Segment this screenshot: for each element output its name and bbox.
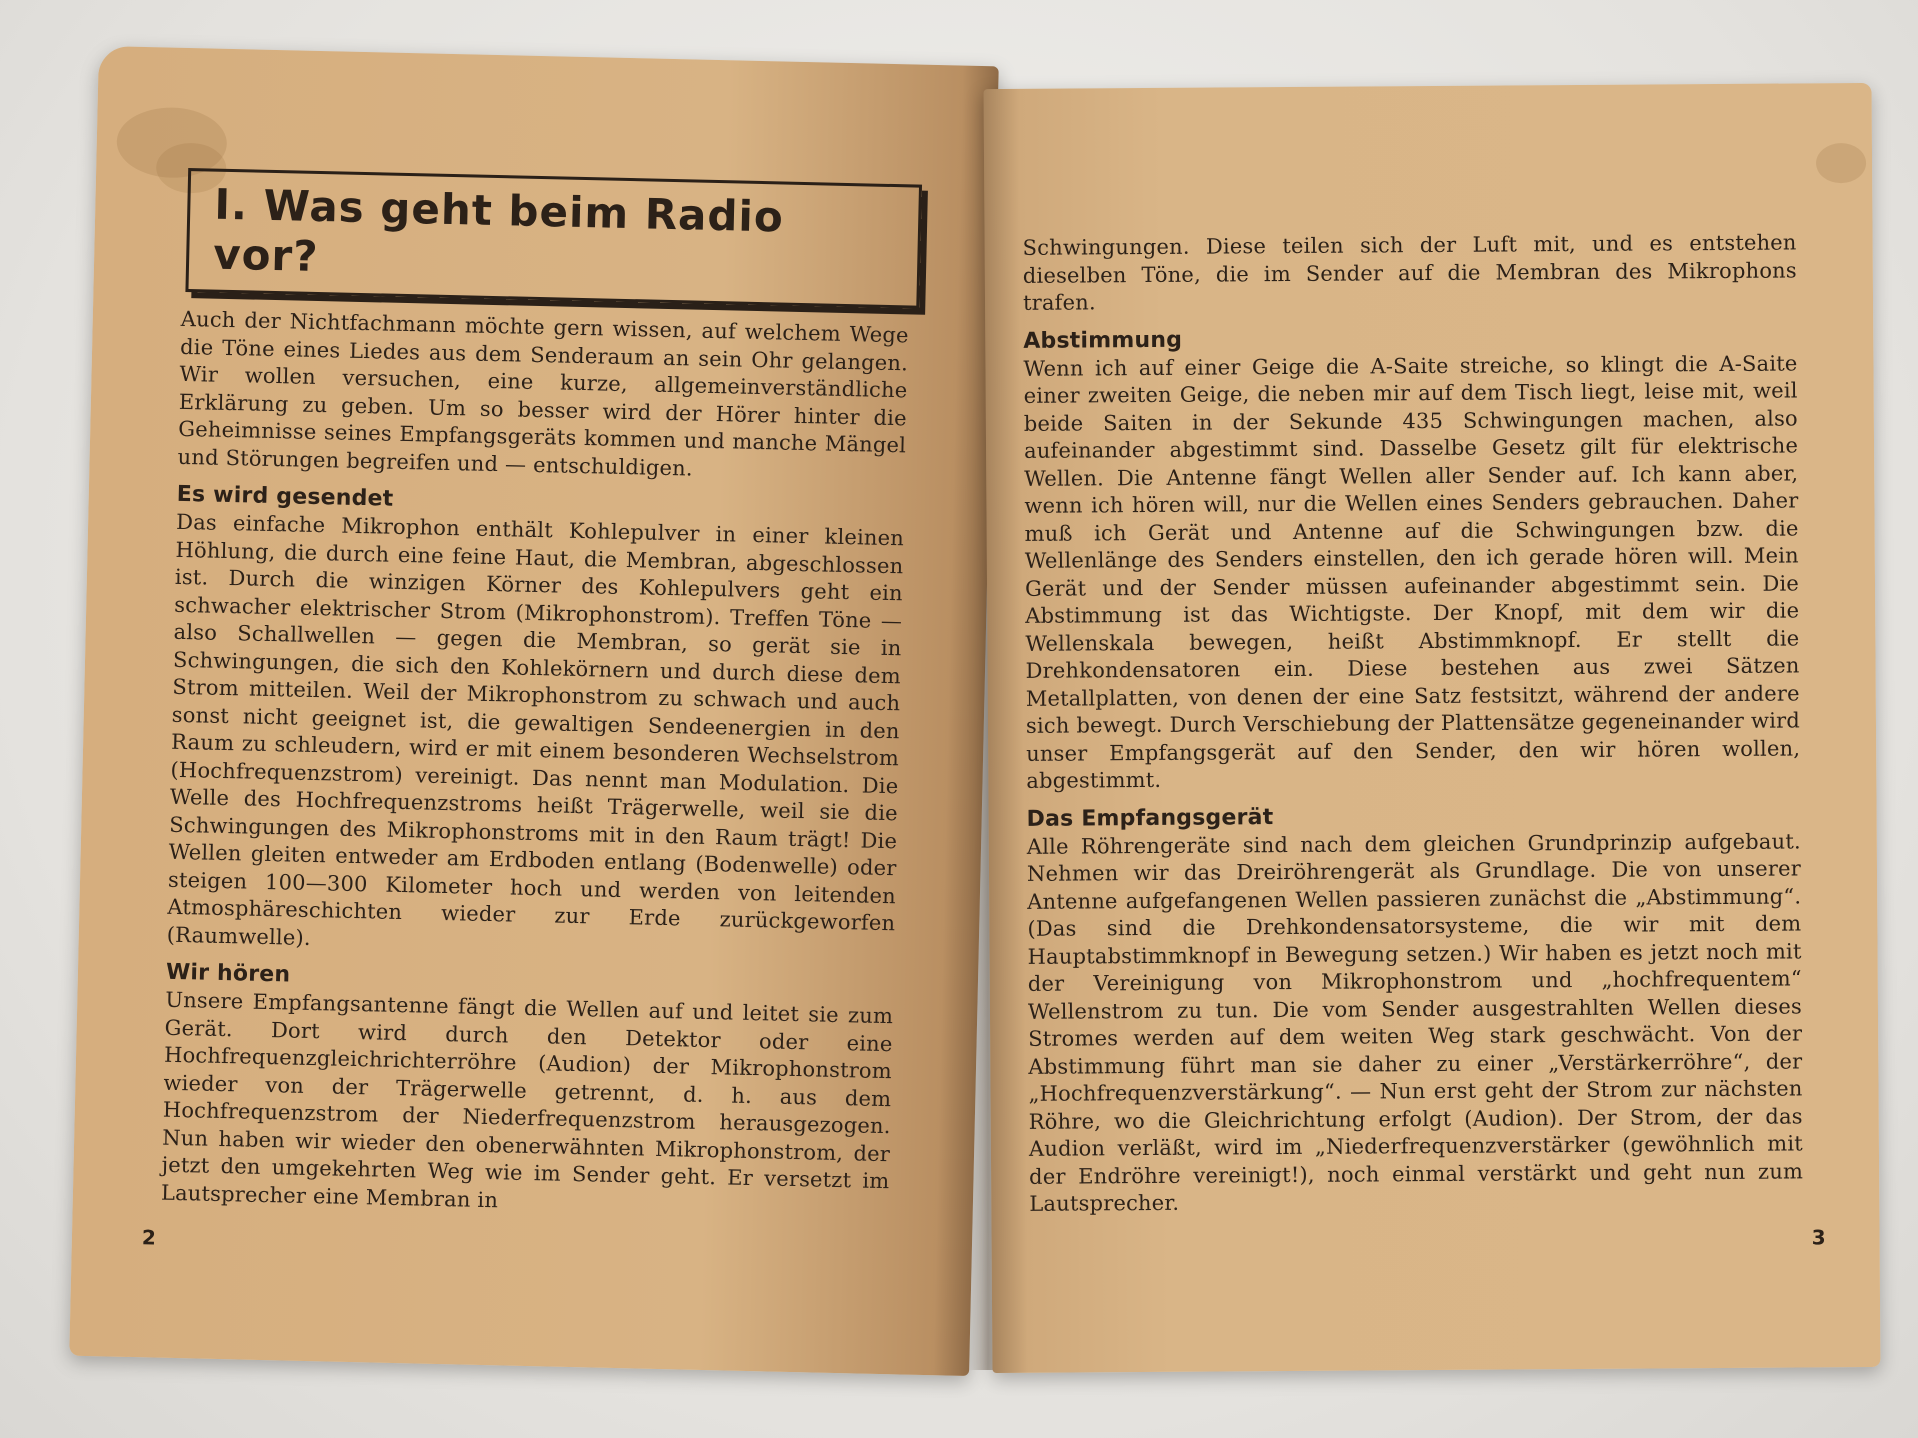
paper-stain bbox=[1816, 143, 1866, 183]
left-page-text bbox=[161, 168, 912, 1223]
section-heading-sending: Es wird gesendet bbox=[176, 481, 394, 512]
section-heading-hearing: Wir hören bbox=[165, 959, 291, 988]
left-page bbox=[69, 46, 998, 1376]
page-number-left: 2 bbox=[141, 1225, 157, 1250]
paragraph-tuning: Wenn ich auf einer Geige die A-Saite streiche, so klingt die A-Saite einer zweiten Geige, die neben mir auf dem Tisch liegt, leise mit, weil beide Saiten in der Sekunde 435 Schwingungen machen, also aufeinander abgestimmt sind. Dasselbe Gesetz gilt für elektrische Wellen. Die Antenne fängt Wellen aller Sender auf. Ich kann aber, wenn ich hören will, nur die Wellen eines Senders gebrauchen. Daher muß ich Gerät und Antenne auf die Schwingungen bzw. die Wellenlänge des Senders einstellen, den ich gerade hören will. Mein Gerät und der Sender müssen aufeinander abgestimmt sein. Die Abstimmung ist das Wichtigste. Der Knopf, mit dem wir die Wellenskala bewegen, heißt Abstimmknopf. Er stellt die Drehkondensatoren ein. Diese bestehen aus zwei Sätzen Metallplatten, von denen der eine Satz festsitzt, während der andere sich bewegt. Durch Verschiebung der Plattensätze gegeneinander wird unser Empfangsgerät auf den Sender, den wir hören wollen, abgestimmt. bbox=[1023, 350, 1801, 793]
right-page-text bbox=[1023, 229, 1804, 1218]
page-number-right: 3 bbox=[1811, 1225, 1826, 1250]
intro-paragraph: Auch der Nichtfachmann möchte gern wissen, auf welchem Wege die Töne eines Liedes aus dem Senderaum an sein Ohr gelangen. Wir wollen versuchen, eine kurze, allgemeinverständliche Erklärung zu geben. Um so besser wird der Hörer hinter die Geheimnisse seines Empfangsgeräts kommen und manche Mängel und Störungen begreifen und — entschuldigen. bbox=[177, 306, 909, 481]
section-heading-receiver: Das Empfangsgerät bbox=[1026, 804, 1274, 832]
paragraph-sending: Das einfache Mikrophon enthält Kohlepulver in einer kleinen Höhlung, die durch eine feine Haut, die Membran, abgeschlossen ist. Durch die winzigen Körner des Kohlepulvers geht ein schwacher elektrischer Strom (Mikrophonstrom). Treffen Töne — also Schallwellen — gegen die Membran, so gerät sie in Schwingungen, die sich den Kohlekörnern und durch diese dem Strom mitteilen. Weil der Mikrophonstrom zu schwach und auch sonst nicht geeignet ist, die gewaltigen Sendeenergien in den Raum zu schleudern, wird er mit einem besonderen Wechselstrom (Hochfrequenzstrom) vereinigt. Das nennt man Modulation. Die Welle des Hochfrequenzstroms heißt Trägerwelle, weil sie die Schwingungen des Mikrophonstroms mit in den Raum trägt! Die Wellen gleiten entweder am Erdboden entlang (Bodenwelle) oder steigen 100—300 Kilometer hoch und werden von leitenden Atmosphäreschichten wieder zur Erde zurückgeworfen (Raumwelle). bbox=[166, 509, 905, 950]
continuation-paragraph: Schwingungen. Diese teilen sich der Luft mit, und es entstehen dieselben Töne, die im Sender auf die Membran des Mikrophons trafen. bbox=[1022, 230, 1797, 315]
paragraph-receiver: Alle Röhrengeräte sind nach dem gleichen Grundprinzip aufgebaut. Nehmen wir das Dreiröhrengerät als Grundlage. Die von unserer Antenne aufgefangenen Wellen passieren zunächst die „Abstimmung“. (Das sind die Drehkondensatorsysteme, die wir mit dem Hauptabstimmknopf in Bewegung setzen.) Wir haben es jetzt noch mit der Vereinigung von Mikrophonstrom und „hochfrequentem“ Wellenstrom zu tun. Die vom Sender ausgestrahlten Wellen dieses Stromes werden auf dem weiten Weg stark geschwächt. Von der Abstimmung führt man sie daher zu einer „Verstärkerröhre“, der „Hochfrequenzverstärkung“. — Nun erst geht der Strom zur nächsten Röhre, wo die Gleichrichtung erfolgt (Audion). Der Strom, der das Audion verläßt, wird im „Niederfrequenzverstärker (gewöhnlich mit der Endröhre vereinigt!), noch einmal verstärkt und geht nun zum Lautsprecher. bbox=[1026, 828, 1804, 1216]
section-heading-tuning: Abstimmung bbox=[1023, 327, 1183, 354]
paragraph-hearing: Unsere Empfangsantenne fängt die Wellen auf und leitet sie zum Gerät. Dort wird durch den Detektor oder eine Hochfrequenzgleichrichterröhre (Audion) der Mikrophonstrom wieder von der Trägerwelle getrennt, d. h. aus dem Hochfrequenzstrom der Niederfrequenzstrom herausgezogen. Nun haben wir wieder den obenerwähnten Mikrophonstrom, der jetzt den umgekehrten Weg wie im Sender geht. Er versetzt im Lautsprecher eine Membran in bbox=[160, 987, 894, 1212]
right-page bbox=[984, 83, 1881, 1373]
chapter-title: I. Was geht beim Radio vor? bbox=[185, 168, 922, 309]
